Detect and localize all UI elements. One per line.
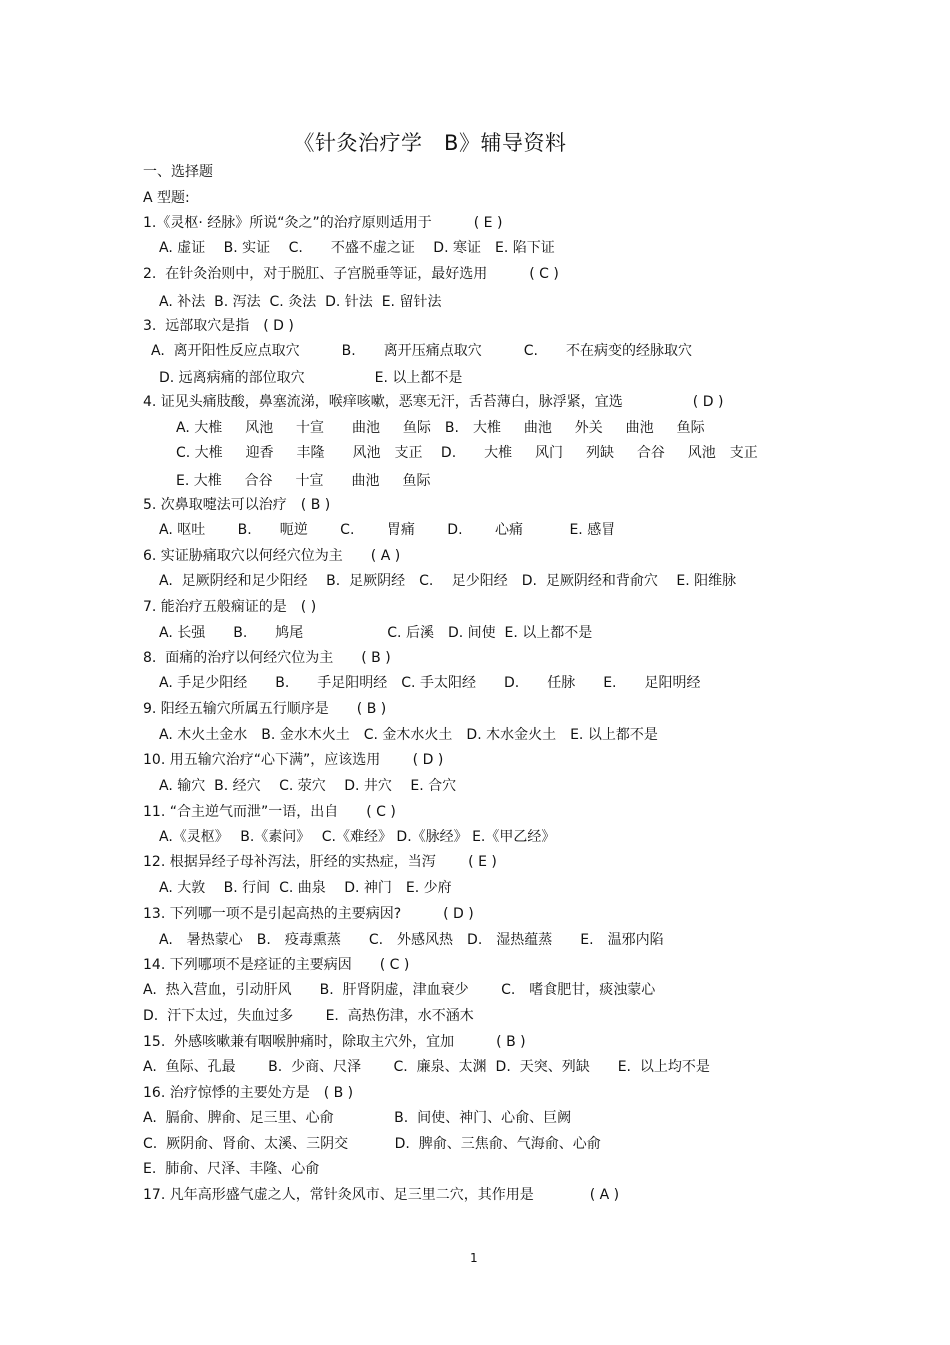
text-line: A. 补法 B. 泻法 C. 灸法 D. 针法 E. 留针法 [159,294,442,310]
text-line: A. 离开阳性反应点取穴 B. 离开压痛点取穴 C. 不在病变的经脉取穴 [151,343,692,359]
text-line: A. 长强 B. 鸠尾 C. 后溪 D. 间使 E. 以上都不是 [159,625,593,641]
text-line: A. 输穴 B. 经穴 C. 荥穴 D. 井穴 E. 合穴 [159,778,457,794]
text-line: 12. 根据异经子母补泻法，肝经的实热症，当泻 ( E ) [143,854,497,870]
text-line: 1.《灵枢· 经脉》所说“灸之”的治疗原则适用于 ( E ) [143,215,503,231]
text-line: A. 热入营血，引动肝风 B. 肝肾阴虚，津血衰少 C. 嗜食肥甘，痰浊蒙心 [143,982,656,998]
text-line: 8. 面痛的治疗以何经穴位为主 ( B ) [143,650,391,666]
text-line: A 型题: [143,190,190,206]
text-line: A. 暑热蒙心 B. 疫毒熏蒸 C. 外感风热 D. 湿热蕴蒸 E. 温邪内陷 [159,932,664,948]
text-line: 9. 阳经五输穴所属五行顺序是 ( B ) [143,701,387,717]
text-line: 10. 用五输穴治疗“心下满”，应该选用 ( D ) [143,752,444,768]
text-line: 2. 在针灸治则中，对于脱肛、子宫脱垂等证，最好选用 ( C ) [143,266,559,282]
text-line: C. 厥阴俞、肾俞、太溪、三阴交 D. 脾俞、三焦俞、气海俞、心俞 [143,1136,601,1152]
text-line: A. 手足少阳经 B. 手足阳明经 C. 手太阳经 D. 任脉 E. 足阳明经 [159,675,701,691]
text-line: C. 大椎 迎香 丰隆 风池 支正 D. 大椎 风门 列缺 合谷 风池 支正 [176,445,758,461]
text-line: 4. 证见头痛肢酸，鼻塞流涕，喉痒咳嗽，恶寒无汗，舌苔薄白，脉浮紧，宜选 ( D ) [143,394,724,410]
text-line: A. 鱼际、孔最 B. 少商、尺泽 C. 廉泉、太渊 D. 天突、列缺 E. 以上均不是 [143,1059,710,1075]
text-line: A. 木火土金水 B. 金水木火土 C. 金木水火土 D. 木水金火土 E. 以上都不是 [159,727,658,743]
text-line: A. 大椎 风池 十宣 曲池 鱼际 B. 大椎 曲池 外关 曲池 鱼际 [176,420,705,436]
text-line: 14. 下列哪项不是痉证的主要病因 ( C ) [143,957,410,973]
text-line: 13. 下列哪一项不是引起高热的主要病因? ( D ) [143,906,474,922]
text-line: 16. 治疗惊悸的主要处方是 ( B ) [143,1085,354,1101]
text-line: 17. 凡年高形盛气虚之人，常针灸风市、足三里二穴，其作用是 ( A ) [143,1187,620,1203]
text-line: A. 大敦 B. 行间 C. 曲泉 D. 神门 E. 少府 [159,880,452,896]
text-line: A. 足厥阴经和足少阳经 B. 足厥阴经 C. 足少阳经 D. 足厥阴经和背俞穴 E. 阳维脉 [159,573,737,589]
text-line: 5. 次鼻取嚏法可以治疗 ( B ) [143,497,331,513]
text-line: A.《灵枢》 B.《素问》 C.《难经》 D.《脉经》 E.《甲乙经》 [159,829,556,845]
text-line: 6. 实证胁痛取穴以何经穴位为主 ( A ) [143,548,401,564]
text-line: 3. 远部取穴是指 ( D ) [143,318,294,334]
text-line: 一、选择题 [143,164,213,180]
text-line: D. 汗下太过，失血过多 E. 高热伤津，水不涵木 [143,1008,474,1024]
text-line: 15. 外感咳嗽兼有咽喉肿痛时，除取主穴外，宜加 ( B ) [143,1034,526,1050]
text-line: A. 呕吐 B. 呃逆 C. 胃痛 D. 心痛 E. 感冒 [159,522,616,538]
page-number: 1 [470,1251,478,1265]
text-line: A. 虚证 B. 实证 C. 不盛不虚之证 D. 寒证 E. 陷下证 [159,240,555,256]
document-title: 《针灸治疗学 B》辅导资料 [293,131,567,155]
text-line: D. 远离病痛的部位取穴 E. 以上都不是 [159,370,463,386]
text-line: E. 肺俞、尺泽、丰隆、心俞 [143,1161,320,1177]
text-line: 11. “合主逆气而泄”一语，出自 ( C ) [143,804,396,820]
text-line: 7. 能治疗五般痫证的是 ( ) [143,599,317,615]
text-line: E. 大椎 合谷 十宣 曲池 鱼际 [176,473,431,489]
text-line: A. 膈俞、脾俞、足三里、心俞 B. 间使、神门、心俞、巨阙 [143,1110,572,1126]
